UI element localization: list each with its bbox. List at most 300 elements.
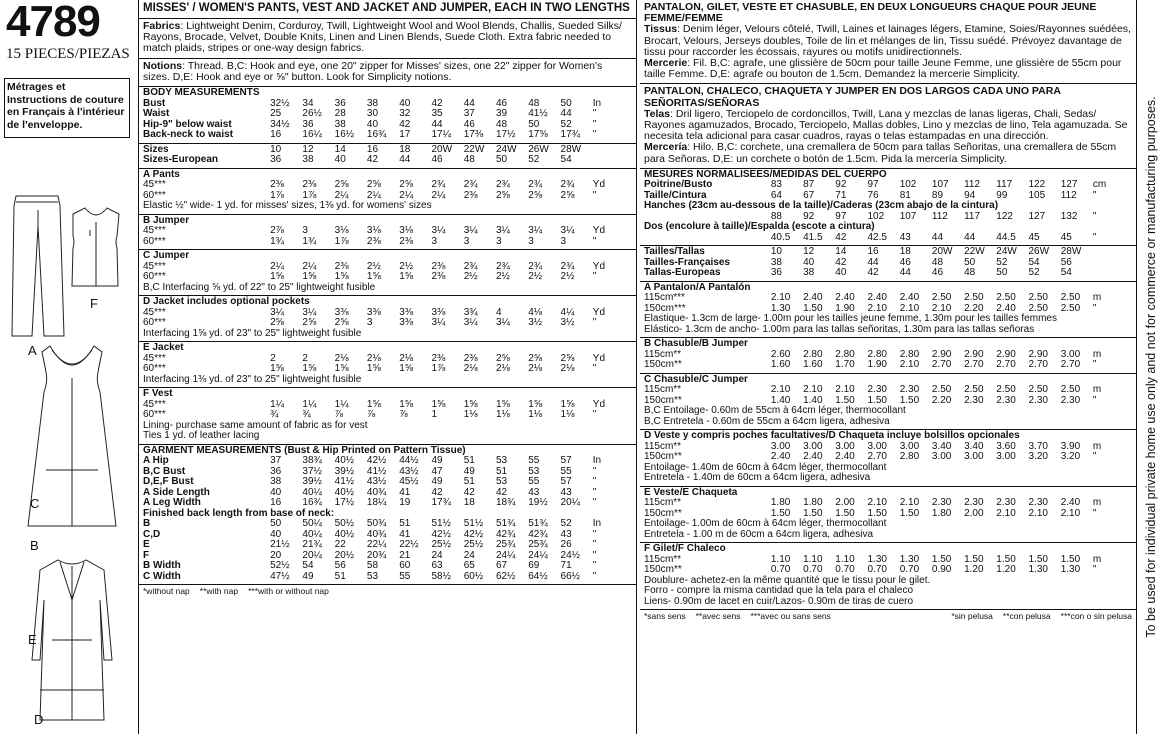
cell: 3 bbox=[495, 235, 502, 247]
table-row bbox=[143, 572, 632, 583]
cell: 54 bbox=[302, 560, 314, 572]
cell: 3⅜ bbox=[399, 317, 414, 329]
table-heading: D Veste y compris poches facultatives/D Chaqueta incluye bolsillos opcionales bbox=[644, 430, 1020, 442]
cell: 10 bbox=[270, 143, 282, 155]
cell: 18 bbox=[463, 497, 475, 509]
row-label: E bbox=[143, 539, 150, 551]
cell: 43 bbox=[560, 486, 572, 498]
cell: 2.30 bbox=[1060, 394, 1081, 406]
cell: 2¾ bbox=[431, 179, 446, 191]
table-row bbox=[143, 540, 632, 551]
cell: 48 bbox=[964, 267, 976, 279]
cell: 1.50 bbox=[899, 394, 920, 406]
cell: 45 bbox=[1028, 231, 1040, 243]
table-heading: Hanches (23cm au-dessous de la taille)/Caderas (23cm abajo de la cintura) bbox=[644, 200, 999, 212]
unit-cell: " bbox=[1092, 507, 1097, 519]
cell: 1⅝ bbox=[366, 398, 381, 410]
unit-cell: m bbox=[1092, 348, 1102, 360]
cell: 1.90 bbox=[835, 302, 855, 314]
cell: 42¾ bbox=[528, 528, 548, 540]
cell: 58 bbox=[366, 560, 379, 572]
spanish-title: PANTALON, CHALECO, CHAQUETA Y JUMPER EN DOS LARGOS CADA UNO PARA SEÑORITAS/SEÑORAS bbox=[644, 85, 1061, 109]
table-heading: BODY MEASUREMENTS bbox=[143, 87, 260, 99]
table-note-row bbox=[644, 530, 1132, 541]
cell: 3¼ bbox=[528, 225, 543, 237]
cell: 50¼ bbox=[302, 518, 322, 530]
table-heading-row bbox=[644, 201, 1132, 212]
cell: 50 bbox=[528, 118, 540, 130]
cell: 3.70 bbox=[1028, 440, 1048, 452]
cell: 3¾ bbox=[463, 306, 478, 318]
tissus-label: Tissus bbox=[644, 23, 678, 36]
row-label: 60*** bbox=[143, 409, 166, 421]
unit-cell: " bbox=[592, 409, 597, 421]
cell: 16¾ bbox=[302, 497, 322, 509]
cell: 40 bbox=[334, 154, 346, 166]
tailles-section bbox=[640, 246, 1136, 282]
cell: 69 bbox=[528, 560, 540, 572]
cell: 53 bbox=[366, 570, 379, 582]
table-heading: B Jumper bbox=[143, 214, 190, 226]
cell: 66½ bbox=[560, 570, 580, 582]
cell: 47 bbox=[431, 465, 443, 477]
cell: 49 bbox=[431, 455, 443, 467]
line-drawings bbox=[0, 0, 138, 734]
body-measurements-table bbox=[143, 88, 632, 141]
table-heading: Finished back length from base of neck: bbox=[143, 507, 335, 519]
cell: 1.30 bbox=[1028, 564, 1048, 576]
unit-cell: Yd bbox=[592, 306, 606, 318]
cell: 1.60 bbox=[803, 359, 823, 371]
cell: 2.10 bbox=[770, 384, 791, 396]
cell: 39 bbox=[495, 108, 508, 120]
cell: 71 bbox=[835, 189, 847, 201]
yardage-table bbox=[143, 389, 632, 442]
cell: 52 bbox=[528, 154, 540, 166]
cell: 2¾ bbox=[463, 179, 478, 191]
english-tables bbox=[139, 87, 636, 585]
table-note: Entoilage- 1.00m de 60cm à 64cm léger, thermocollant bbox=[644, 518, 887, 530]
cell: 17¼ bbox=[431, 129, 451, 141]
cell: 1⅝ bbox=[528, 398, 543, 410]
cell: 3.40 bbox=[964, 440, 984, 452]
cell: 46 bbox=[431, 154, 443, 166]
view-f-vest-drawing bbox=[72, 208, 119, 286]
cell: 3⅛ bbox=[399, 225, 414, 237]
cell: ⅞ bbox=[366, 409, 376, 421]
cell: 17⅝ bbox=[528, 129, 548, 141]
cell: 1.40 bbox=[803, 394, 823, 406]
cell: 3.00 bbox=[770, 440, 791, 452]
cell: 40 bbox=[399, 97, 411, 109]
cell: 0.70 bbox=[867, 564, 887, 576]
table-note: Interfacing 1⅝ yd. of 23" to 25" lightweight fusible bbox=[143, 327, 362, 339]
cell: 0.70 bbox=[770, 564, 791, 576]
cell: 2⅝ bbox=[334, 179, 349, 191]
cell: 1.10 bbox=[835, 553, 855, 565]
cell: 40½ bbox=[334, 528, 355, 540]
cell: 94 bbox=[964, 189, 976, 201]
cell: 55 bbox=[399, 570, 411, 582]
cell: 40½ bbox=[334, 486, 355, 498]
cell: 1⅝ bbox=[302, 363, 317, 375]
cell: 0.70 bbox=[803, 564, 823, 576]
french-instructions-note: Métrages et Instructions de couture en Français à l'intérieur de l'enveloppe. bbox=[4, 78, 130, 138]
table-note: Entoilage- 1.40m de 60cm à 64cm léger, thermocollant bbox=[644, 461, 887, 473]
table-row bbox=[143, 272, 632, 283]
cell: 3.00 bbox=[996, 451, 1016, 463]
french-footnotes bbox=[640, 610, 1136, 623]
cell: 2.50 bbox=[996, 384, 1016, 396]
cell: 3¼ bbox=[560, 225, 575, 237]
cell: 2⅜ bbox=[270, 179, 285, 191]
cell: 2.70 bbox=[1060, 359, 1081, 371]
cell: 10 bbox=[770, 246, 782, 258]
cell: 42½ bbox=[366, 455, 387, 467]
cell: 2.70 bbox=[1028, 359, 1048, 371]
cell: 3⅜ bbox=[366, 306, 381, 318]
cell: 28 bbox=[334, 108, 346, 120]
table-heading-row bbox=[143, 389, 632, 400]
cell: 53 bbox=[495, 455, 508, 467]
unit-cell: In bbox=[592, 518, 602, 530]
cell: 3.90 bbox=[1060, 440, 1081, 452]
fabrics-block bbox=[139, 19, 636, 59]
cell: 46 bbox=[899, 256, 911, 268]
cell: 39½ bbox=[334, 465, 355, 477]
cell: 14 bbox=[835, 246, 847, 258]
cell: 44 bbox=[463, 97, 475, 109]
cell: 2.30 bbox=[964, 497, 984, 509]
cell: 2.40 bbox=[996, 302, 1016, 314]
cell: 36 bbox=[270, 465, 282, 477]
table-note-row bbox=[143, 329, 632, 340]
unit-cell: " bbox=[1092, 189, 1097, 201]
notions-block bbox=[139, 59, 636, 87]
unit-cell: cm bbox=[1092, 179, 1107, 191]
cell: 2.50 bbox=[964, 384, 984, 396]
row-label: 150cm** bbox=[644, 507, 682, 519]
yardage-section bbox=[139, 169, 636, 215]
cell: 1¾ bbox=[302, 235, 317, 247]
unit-cell bbox=[593, 145, 632, 156]
row-label: 60*** bbox=[143, 271, 166, 283]
footnote: **con pelusa bbox=[1002, 611, 1051, 622]
cell: 54 bbox=[1028, 256, 1040, 268]
cell: 40.5 bbox=[770, 231, 791, 243]
table-heading-row bbox=[644, 339, 1132, 350]
cell: 1.50 bbox=[1028, 553, 1048, 565]
cell: 17¾ bbox=[431, 497, 451, 509]
cell: 1⅞ bbox=[302, 189, 317, 201]
cell: 3.00 bbox=[803, 440, 823, 452]
cell: 2.20 bbox=[964, 302, 984, 314]
view-b-c-jumper-drawing bbox=[28, 346, 116, 526]
unit-cell: " bbox=[592, 108, 597, 120]
cell: 2⅜ bbox=[399, 235, 414, 247]
cell: 38 bbox=[366, 97, 379, 109]
table-heading-row bbox=[644, 431, 1132, 442]
cell: 46 bbox=[931, 267, 944, 279]
cell: 2¾ bbox=[463, 260, 478, 272]
metrage-table bbox=[644, 488, 1132, 541]
table-note: Doublure- achetez-en la même quantité que le tissu pour le gilet. bbox=[644, 574, 931, 586]
unit-cell: " bbox=[1092, 394, 1097, 406]
cell: 2.80 bbox=[899, 451, 920, 463]
cell: 1⅝ bbox=[302, 271, 317, 283]
cell: 1¼ bbox=[302, 398, 317, 410]
row-label: 150cm** bbox=[644, 564, 682, 576]
yardage-table bbox=[143, 216, 632, 248]
cell: 2.50 bbox=[1028, 384, 1048, 396]
cell: 43 bbox=[528, 486, 540, 498]
cell: 24½ bbox=[560, 549, 580, 561]
table-heading-row bbox=[644, 222, 1132, 233]
cell: 48 bbox=[463, 154, 475, 166]
row-label: B,C Bust bbox=[143, 465, 186, 477]
unit-cell: " bbox=[1092, 359, 1097, 371]
cell: 3.00 bbox=[1060, 348, 1081, 360]
yardage-section bbox=[139, 388, 636, 445]
cell: 38 bbox=[803, 267, 815, 279]
cell: 40½ bbox=[334, 455, 355, 467]
cell: 3¼ bbox=[463, 225, 478, 237]
row-label: Bust bbox=[143, 97, 166, 109]
cell: 4⅛ bbox=[528, 306, 543, 318]
cell: 3 bbox=[463, 235, 470, 247]
table-note-row bbox=[644, 325, 1132, 336]
cell: 52 bbox=[996, 256, 1008, 268]
cell: 43½ bbox=[366, 476, 387, 488]
cell: 48 bbox=[528, 97, 540, 109]
left-panel bbox=[0, 0, 138, 734]
cell: 2.10 bbox=[867, 497, 887, 509]
pattern-number: 4789 bbox=[6, 0, 100, 46]
table-note: B,C Entoilage- 0.60m de 55cm à 64cm léger, thermocollant bbox=[644, 405, 906, 417]
cell: 2.30 bbox=[899, 384, 920, 396]
cell: 2.40 bbox=[835, 292, 855, 304]
cell: 50¾ bbox=[366, 518, 387, 530]
tailles-table bbox=[644, 247, 1132, 279]
cell: 1⅝ bbox=[560, 398, 575, 410]
cell: 56 bbox=[1060, 256, 1072, 268]
cell: ¾ bbox=[270, 409, 279, 421]
cell: 26½ bbox=[302, 108, 322, 120]
unit-cell: m bbox=[1092, 292, 1102, 304]
yardage-section bbox=[139, 296, 636, 342]
cell: 1.10 bbox=[803, 553, 823, 565]
row-label: 150cm** bbox=[644, 451, 682, 463]
table-row bbox=[644, 350, 1132, 361]
cell: 16½ bbox=[334, 129, 355, 141]
cell: 42 bbox=[835, 256, 847, 268]
metrage-table bbox=[644, 339, 1132, 371]
row-label: 115cm** bbox=[644, 348, 682, 360]
cell: 36 bbox=[770, 267, 782, 279]
table-row bbox=[143, 109, 632, 120]
cell: 2 bbox=[302, 352, 308, 364]
french-header-block bbox=[640, 0, 1136, 84]
cell: 3 bbox=[560, 235, 567, 247]
cell: 41.5 bbox=[803, 231, 823, 243]
cell: 2.80 bbox=[899, 348, 920, 360]
row-label: 45*** bbox=[143, 225, 166, 237]
cell: 1.20 bbox=[996, 564, 1016, 576]
unit-cell bbox=[593, 155, 632, 166]
cell: 1.50 bbox=[803, 302, 823, 314]
cell: 44 bbox=[931, 231, 944, 243]
cell: 2⅝ bbox=[560, 352, 575, 364]
cell: 3½ bbox=[560, 317, 575, 329]
cell: 42¾ bbox=[495, 528, 516, 540]
table-note: Forro - compre la misma cantidad que la tela para el chaleco bbox=[644, 585, 914, 597]
table-heading: F Gilet/F Chaleco bbox=[644, 543, 726, 555]
cell: 2.50 bbox=[996, 292, 1016, 304]
cell: 24 bbox=[431, 549, 443, 561]
cell: 50 bbox=[560, 97, 572, 109]
cell: 2.30 bbox=[1028, 394, 1048, 406]
unit-cell: " bbox=[592, 271, 597, 283]
cell: 1.90 bbox=[867, 359, 887, 371]
unit-cell: " bbox=[592, 129, 597, 141]
cell: 51¾ bbox=[495, 518, 516, 530]
cell: 3 bbox=[366, 317, 373, 329]
cell: 2.70 bbox=[964, 359, 984, 371]
cell: 2½ bbox=[495, 271, 510, 283]
cell: 42 bbox=[867, 267, 879, 279]
table-heading: F Vest bbox=[143, 388, 173, 400]
cell: 76 bbox=[867, 189, 879, 201]
table-heading: E Jacket bbox=[143, 342, 184, 354]
table-row bbox=[143, 456, 632, 467]
cell: 1.50 bbox=[770, 507, 791, 519]
cell: 38 bbox=[302, 154, 314, 166]
cell: 3.00 bbox=[835, 440, 855, 452]
table-row bbox=[644, 385, 1132, 396]
cell: 48 bbox=[495, 118, 508, 130]
cell: 50 bbox=[964, 256, 976, 268]
table-row bbox=[143, 519, 632, 530]
table-row bbox=[644, 268, 1132, 279]
table-heading: C Chasuble/C Jumper bbox=[644, 373, 748, 385]
cell: 41 bbox=[399, 528, 411, 540]
cell: 2.50 bbox=[1060, 302, 1081, 314]
cell: 40¾ bbox=[366, 486, 387, 498]
table-row bbox=[644, 555, 1132, 566]
cell: 17¾ bbox=[560, 129, 580, 141]
cell: 112 bbox=[931, 210, 948, 222]
table-note-row bbox=[143, 201, 632, 212]
unit-cell: " bbox=[1092, 210, 1097, 222]
footnote: *sin pelusa bbox=[951, 611, 993, 622]
row-label: 60*** bbox=[143, 363, 166, 375]
body-measurements-section bbox=[139, 87, 636, 144]
cell: 12 bbox=[803, 246, 815, 258]
view-label-c: C bbox=[30, 496, 40, 511]
cell: 45½ bbox=[399, 476, 419, 488]
unit-cell: Yd bbox=[592, 179, 606, 191]
cell: 2½ bbox=[463, 271, 478, 283]
english-footnotes bbox=[139, 585, 636, 598]
cell: 56 bbox=[334, 560, 346, 572]
cell: 2⅝ bbox=[334, 317, 349, 329]
cell: 2⅝ bbox=[302, 317, 317, 329]
cell: 1.50 bbox=[964, 553, 984, 565]
cell: 81 bbox=[899, 189, 911, 201]
cell: 25¾ bbox=[528, 539, 548, 551]
mercerie-label: Mercerie bbox=[644, 57, 688, 70]
cell: 46 bbox=[463, 118, 475, 130]
cell: 45 bbox=[1060, 231, 1072, 243]
piece-count: 15 PIECES/PIEZAS bbox=[6, 46, 130, 62]
cell: 2.50 bbox=[931, 292, 952, 304]
cell: 3.20 bbox=[1028, 451, 1048, 463]
cell: 12 bbox=[302, 143, 314, 155]
cell: 51½ bbox=[431, 518, 451, 530]
table-note-row bbox=[143, 283, 632, 294]
cell: 3⅜ bbox=[399, 306, 414, 318]
cell: 67 bbox=[495, 560, 508, 572]
cell: 2¼ bbox=[270, 260, 285, 272]
unit-cell: " bbox=[592, 189, 597, 201]
cell: 60½ bbox=[463, 570, 484, 582]
cell: 3¼ bbox=[431, 225, 446, 237]
cell: 1.70 bbox=[835, 359, 855, 371]
cell: 54 bbox=[560, 154, 572, 166]
cell: 42 bbox=[431, 486, 443, 498]
sizes-section bbox=[139, 144, 636, 169]
cell: 2¼ bbox=[399, 189, 414, 201]
table-heading-row bbox=[644, 544, 1132, 555]
table-heading: MESURES NORMALISEES/MEDIDAS DEL CUERPO bbox=[644, 168, 887, 180]
yardage-section bbox=[139, 215, 636, 251]
cell: 2.10 bbox=[770, 292, 791, 304]
cell: 1.50 bbox=[1060, 553, 1081, 565]
table-row bbox=[143, 130, 632, 141]
unit-cell: Yd bbox=[592, 260, 606, 272]
cell: 67 bbox=[803, 189, 815, 201]
cell: 2⅛ bbox=[366, 352, 381, 364]
table-row bbox=[143, 99, 632, 110]
table-heading-row bbox=[143, 216, 632, 227]
footnote: *sans sens bbox=[644, 611, 686, 622]
cell: 37½ bbox=[302, 465, 322, 477]
table-row bbox=[143, 410, 632, 421]
cell: 3 bbox=[431, 235, 438, 247]
sizes-table bbox=[143, 145, 632, 166]
garment-measurements-table bbox=[143, 446, 632, 583]
cell: 1.30 bbox=[899, 553, 920, 565]
table-heading-row bbox=[143, 170, 632, 181]
cell: 40 bbox=[803, 256, 815, 268]
cell: 1⅝ bbox=[366, 271, 381, 283]
cell: 3⅜ bbox=[431, 306, 446, 318]
table-note: B,C Entretela - 0.60m de 55cm a 64cm ligera, adhesiva bbox=[644, 415, 890, 427]
metrage-section bbox=[640, 543, 1136, 610]
cell: 2.40 bbox=[835, 451, 855, 463]
table-row bbox=[644, 360, 1132, 371]
unit-cell: " bbox=[592, 235, 597, 247]
cell: 3⅛ bbox=[366, 225, 381, 237]
row-label: Tailles-Françaises bbox=[644, 256, 730, 268]
cell: 2⅝ bbox=[495, 189, 510, 201]
cell: 3.00 bbox=[899, 440, 920, 452]
cell: 52½ bbox=[270, 560, 290, 572]
cell: 1 bbox=[431, 409, 438, 421]
cell: 3.20 bbox=[1060, 451, 1081, 463]
unit-cell: Yd bbox=[592, 225, 606, 237]
cell: 127 bbox=[1028, 210, 1046, 222]
